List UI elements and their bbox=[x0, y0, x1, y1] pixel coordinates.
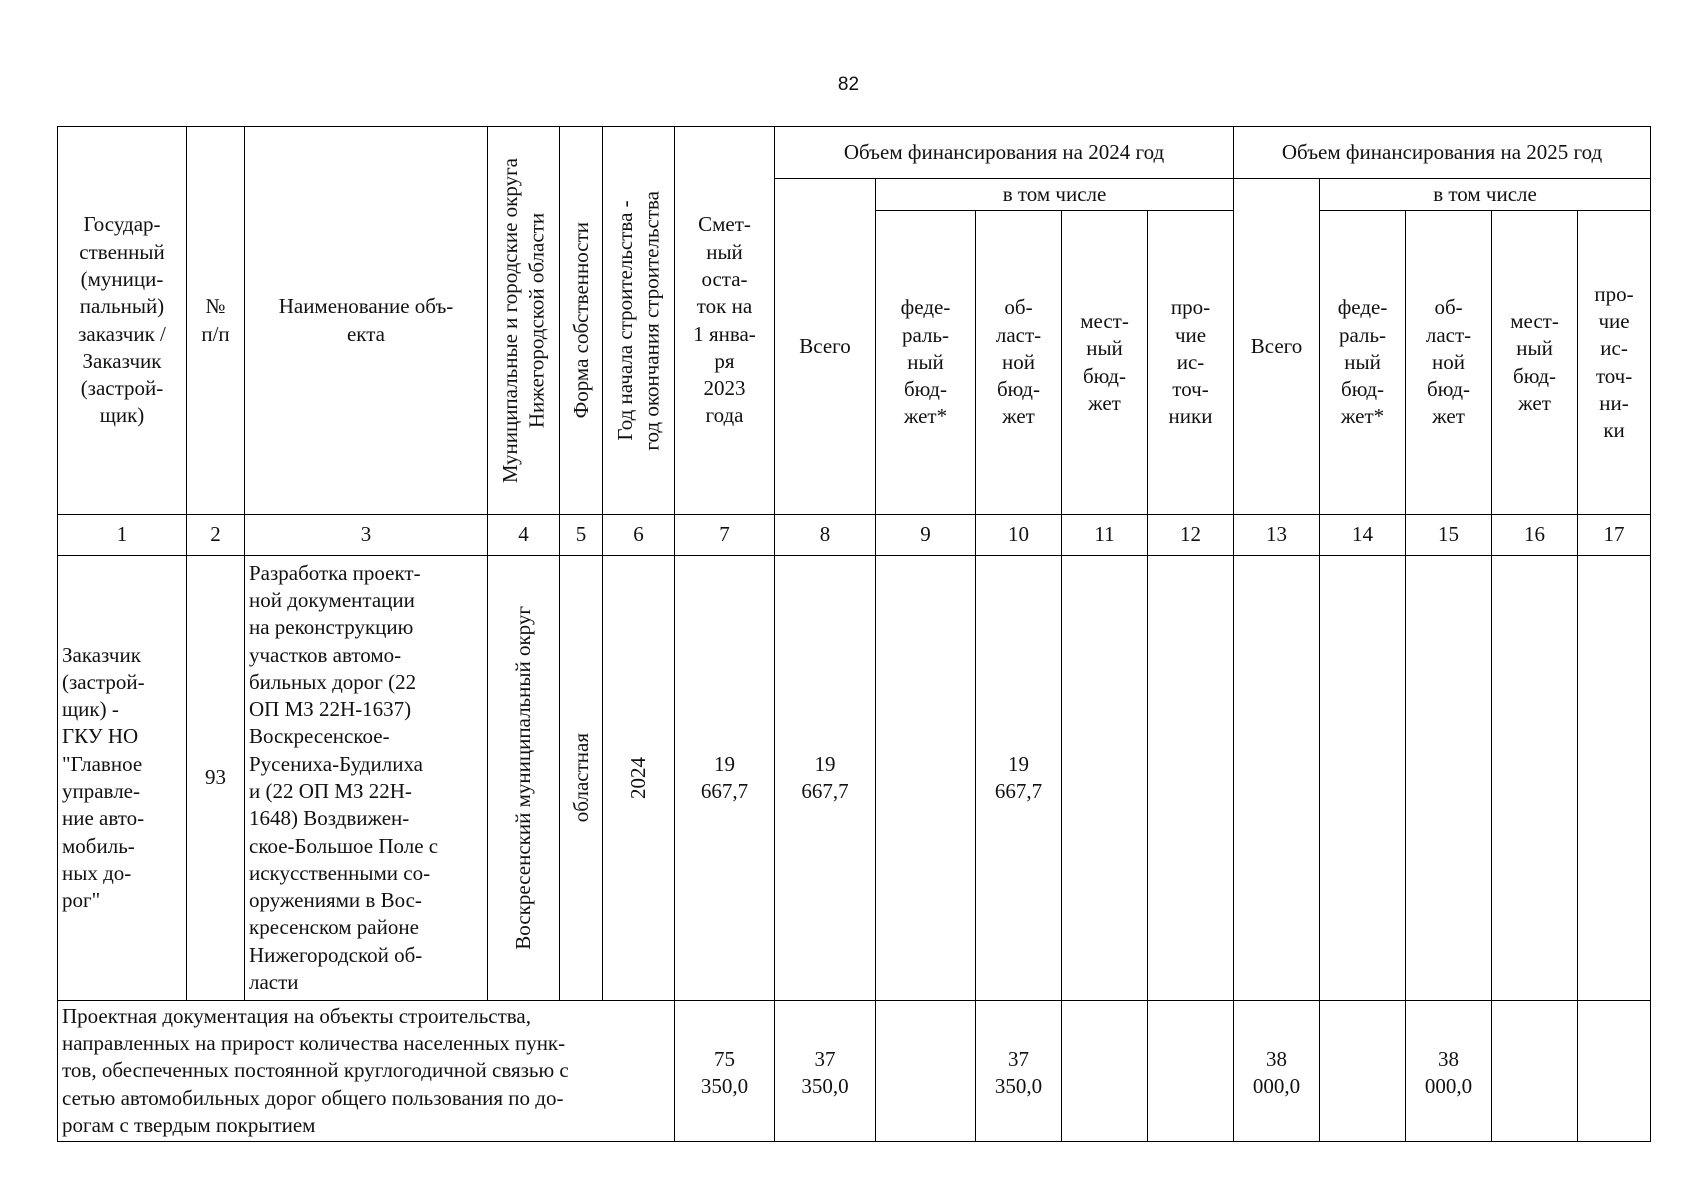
header-loc-2024: мест- ный бюд- жет bbox=[1062, 211, 1148, 515]
header-customer: Государ- ственный (муници- пальный) заказчик / Заказчик (застрой- щик) bbox=[58, 127, 187, 515]
col-number-10: 10 bbox=[976, 515, 1062, 556]
header-reg-2025: об- ласт- ной бюд- жет bbox=[1406, 211, 1492, 515]
summary-oth-2024 bbox=[1148, 1001, 1234, 1142]
header-ownership bbox=[560, 127, 603, 515]
cell-total-2025 bbox=[1234, 556, 1320, 1001]
header-row-1 bbox=[58, 127, 1651, 179]
cell-loc-2024 bbox=[1062, 556, 1148, 1001]
cell-years-text: 2024 bbox=[626, 757, 651, 799]
financing-table bbox=[57, 126, 1651, 1142]
col-number-13: 13 bbox=[1234, 515, 1320, 556]
col-number-2: 2 bbox=[187, 515, 245, 556]
col-number-4: 4 bbox=[488, 515, 560, 556]
cell-object-name: Разработка проект- ной документации на реконструкцию участков автомо- бильных дорог (22 ОП МЗ 22Н-1637) Воскресенское- Русениха-Будилиха и (22 ОП МЗ 22Н- 1648) Воздвижен- ское-Большое Поле с искусственными со- оружениями в Вос- кресенском районе Нижегородской об- ласти bbox=[245, 556, 488, 1001]
column-number-row bbox=[58, 515, 1651, 556]
header-years-text: Год начала строительства - год окончания строительства bbox=[613, 190, 664, 451]
cell-number: 93 bbox=[187, 556, 245, 1001]
cell-district bbox=[488, 556, 560, 1001]
header-group-2024: Объем финансирования на 2024 год bbox=[775, 127, 1234, 179]
col-number-17: 17 bbox=[1578, 515, 1651, 556]
header-balance: Смет- ный оста- ток на 1 янва- ря 2023 года bbox=[675, 127, 775, 515]
cell-oth-2024 bbox=[1148, 556, 1234, 1001]
cell-years bbox=[603, 556, 675, 1001]
summary-row bbox=[58, 1001, 1651, 1142]
header-number: № п/п bbox=[187, 127, 245, 515]
cell-reg-2025 bbox=[1406, 556, 1492, 1001]
cell-customer: Заказчик (застрой- щик) - ГКУ НО "Главное управле- ние авто- мобиль- ных до- рог" bbox=[58, 556, 187, 1001]
col-number-9: 9 bbox=[876, 515, 976, 556]
header-district bbox=[488, 127, 560, 515]
header-oth-2024: про- чие ис- точ- ники bbox=[1148, 211, 1234, 515]
table-row bbox=[58, 556, 1651, 1001]
summary-loc-2025 bbox=[1492, 1001, 1578, 1142]
col-number-6: 6 bbox=[603, 515, 675, 556]
summary-fed-2024 bbox=[876, 1001, 976, 1142]
summary-reg-2024: 37 350,0 bbox=[976, 1001, 1062, 1142]
header-loc-2025: мест- ный бюд- жет bbox=[1492, 211, 1578, 515]
summary-oth-2025 bbox=[1578, 1001, 1651, 1142]
header-total-2025: Всего bbox=[1234, 179, 1320, 515]
page-number: 82 bbox=[837, 74, 860, 95]
summary-balance: 75 350,0 bbox=[675, 1001, 775, 1142]
cell-balance: 19 667,7 bbox=[675, 556, 775, 1001]
cell-fed-2025 bbox=[1320, 556, 1406, 1001]
col-number-5: 5 bbox=[560, 515, 603, 556]
header-fed-2025: феде- раль- ный бюд- жет* bbox=[1320, 211, 1406, 515]
cell-ownership bbox=[560, 556, 603, 1001]
header-group-2025: Объем финансирования на 2025 год bbox=[1234, 127, 1651, 179]
header-incl-2025: в том числе bbox=[1320, 179, 1651, 211]
col-number-1: 1 bbox=[58, 515, 187, 556]
cell-district-text: Воскресенский муниципальный округ bbox=[511, 606, 536, 950]
cell-total-2024: 19 667,7 bbox=[775, 556, 876, 1001]
header-ownership-text: Форма собственности bbox=[568, 222, 593, 419]
col-number-15: 15 bbox=[1406, 515, 1492, 556]
header-total-2024: Всего bbox=[775, 179, 876, 515]
col-number-7: 7 bbox=[675, 515, 775, 556]
cell-loc-2025 bbox=[1492, 556, 1578, 1001]
col-number-12: 12 bbox=[1148, 515, 1234, 556]
col-number-11: 11 bbox=[1062, 515, 1148, 556]
header-oth-2025: про- чие ис- точ- ни- ки bbox=[1578, 211, 1651, 515]
summary-fed-2025 bbox=[1320, 1001, 1406, 1142]
summary-loc-2024 bbox=[1062, 1001, 1148, 1142]
header-years bbox=[603, 127, 675, 515]
col-number-8: 8 bbox=[775, 515, 876, 556]
header-reg-2024: об- ласт- ной бюд- жет bbox=[976, 211, 1062, 515]
header-incl-2024: в том числе bbox=[876, 179, 1234, 211]
summary-total-2025: 38 000,0 bbox=[1234, 1001, 1320, 1142]
summary-total-2024: 37 350,0 bbox=[775, 1001, 876, 1142]
cell-fed-2024 bbox=[876, 556, 976, 1001]
col-number-14: 14 bbox=[1320, 515, 1406, 556]
header-object-name: Наименование объ- екта bbox=[245, 127, 488, 515]
summary-reg-2025: 38 000,0 bbox=[1406, 1001, 1492, 1142]
cell-reg-2024: 19 667,7 bbox=[976, 556, 1062, 1001]
col-number-3: 3 bbox=[245, 515, 488, 556]
cell-oth-2025 bbox=[1578, 556, 1651, 1001]
header-fed-2024: феде- раль- ный бюд- жет* bbox=[876, 211, 976, 515]
cell-ownership-text: областная bbox=[568, 733, 593, 823]
header-district-text: Муниципальные и городские округа Нижегородской области bbox=[498, 157, 549, 484]
col-number-16: 16 bbox=[1492, 515, 1578, 556]
summary-label: Проектная документация на объекты строительства, направленных на прирост количества населенных пунк- тов, обеспеченных постоянной круглогодичной связью с сетью автомобильных дорог общего пользования по до- рогам с твердым покрытием bbox=[58, 1001, 675, 1142]
